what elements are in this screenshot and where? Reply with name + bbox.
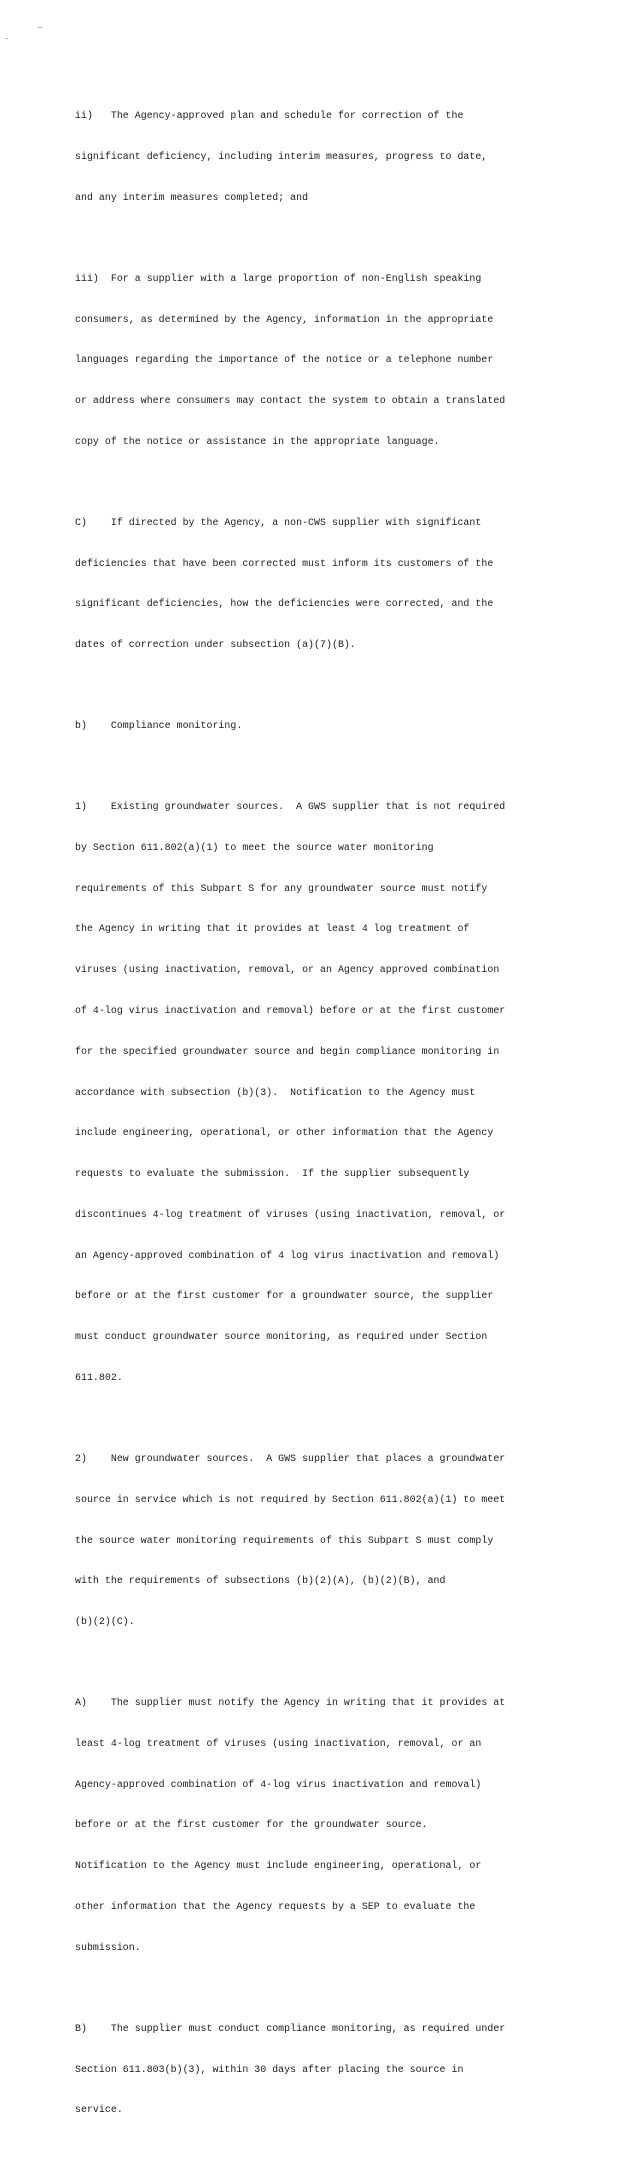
paragraph-b-heading: [75, 692, 545, 760]
text-line: before or at the first customer for the groundwater source.: [75, 1819, 428, 1831]
text-line: (b)(2)(C).: [75, 1616, 135, 1628]
text-line: significant deficiencies, how the deficiencies were corrected, and the: [75, 598, 494, 610]
text-line: viruses (using inactivation, removal, or an Agency approved combination: [75, 964, 500, 976]
text-line: significant deficiency, including interim measures, progress to date,: [75, 150, 488, 162]
text-line: before or at the first customer for a groundwater source, the supplier: [75, 1290, 494, 1302]
paragraph-1: [75, 773, 545, 1412]
text-line: accordance with subsection (b)(3). Notification to the Agency must: [75, 1086, 476, 1098]
text-line: of 4-log virus inactivation and removal) before or at the first customer: [75, 1005, 506, 1016]
text-line: ii) The Agency-approved plan and schedule for correction of the: [75, 110, 464, 122]
text-line: b) Compliance monitoring.: [75, 720, 243, 732]
paragraph-c: [75, 489, 545, 679]
text-line: and any interim measures completed; and: [75, 191, 309, 203]
text-line: Notification to the Agency must include engineering, operational, or: [75, 1860, 482, 1872]
text-line: least 4-log treatment of viruses (using inactivation, removal, or an: [75, 1737, 482, 1749]
text-line: C) If directed by the Agency, a non-CWS supplier with significant: [75, 516, 482, 528]
text-line: the Agency in writing that it provides at least 4 log treatment of: [75, 923, 470, 935]
paragraph-ii: [75, 82, 545, 232]
text-line: for the specified groundwater source and begin compliance monitoring in: [75, 1045, 500, 1057]
text-line: 2) New groundwater sources. A GWS supplier that places a groundwater: [75, 1453, 506, 1464]
text-line: copy of the notice or assistance in the appropriate language.: [75, 435, 440, 447]
text-line: by Section 611.802(a)(1) to meet the source water monitoring: [75, 841, 434, 853]
scan-artifact: [5, 38, 8, 39]
text-line: iii) For a supplier with a large proportion of non-English speaking: [75, 272, 482, 284]
text-line: service.: [75, 2104, 123, 2116]
text-line: 1) Existing groundwater sources. A GWS supplier that is not required: [75, 801, 506, 813]
text-line: must conduct groundwater source monitoring, as required under Section: [75, 1331, 488, 1343]
paragraph-2: [75, 1425, 545, 1656]
text-line: submission.: [75, 1941, 141, 1953]
text-line: consumers, as determined by the Agency, information in the appropriate: [75, 313, 494, 325]
scan-artifact: [38, 27, 42, 28]
text-line: or address where consumers may contact the system to obtain a translated: [75, 395, 506, 407]
text-line: include engineering, operational, or other information that the Agency: [75, 1127, 494, 1139]
text-line: Agency-approved combination of 4-log virus inactivation and removal): [75, 1778, 482, 1790]
text-line: deficiencies that have been corrected must inform its customers of the: [75, 557, 494, 569]
text-line: A) The supplier must notify the Agency in writing that it provides at: [75, 1697, 506, 1709]
text-line: requests to evaluate the submission. If the supplier subsequently: [75, 1168, 470, 1180]
paragraph-iii: [75, 245, 545, 476]
text-line: other information that the Agency requests by a SEP to evaluate the: [75, 1901, 476, 1912]
text-line: the source water monitoring requirements of this Subpart S must comply: [75, 1534, 494, 1546]
document-body: [75, 82, 545, 2157]
text-line: B) The supplier must conduct compliance monitoring, as required under: [75, 2022, 506, 2034]
paragraph-b-upper: [75, 1995, 545, 2145]
text-line: 611.802.: [75, 1372, 123, 1384]
paragraph-a: [75, 1669, 545, 1982]
text-line: with the requirements of subsections (b)(2)(A), (b)(2)(B), and: [75, 1575, 446, 1587]
text-line: dates of correction under subsection (a)(7)(B).: [75, 639, 356, 651]
text-line: source in service which is not required by Section 611.802(a)(1) to meet: [75, 1493, 506, 1505]
text-line: requirements of this Subpart S for any groundwater source must notify: [75, 882, 488, 894]
text-line: Section 611.803(b)(3), within 30 days after placing the source in: [75, 2063, 464, 2075]
text-line: discontinues 4-log treatment of viruses (using inactivation, removal, or: [75, 1208, 506, 1220]
text-line: languages regarding the importance of the notice or a telephone number: [75, 354, 494, 366]
text-line: an Agency-approved combination of 4 log virus inactivation and removal): [75, 1249, 500, 1261]
